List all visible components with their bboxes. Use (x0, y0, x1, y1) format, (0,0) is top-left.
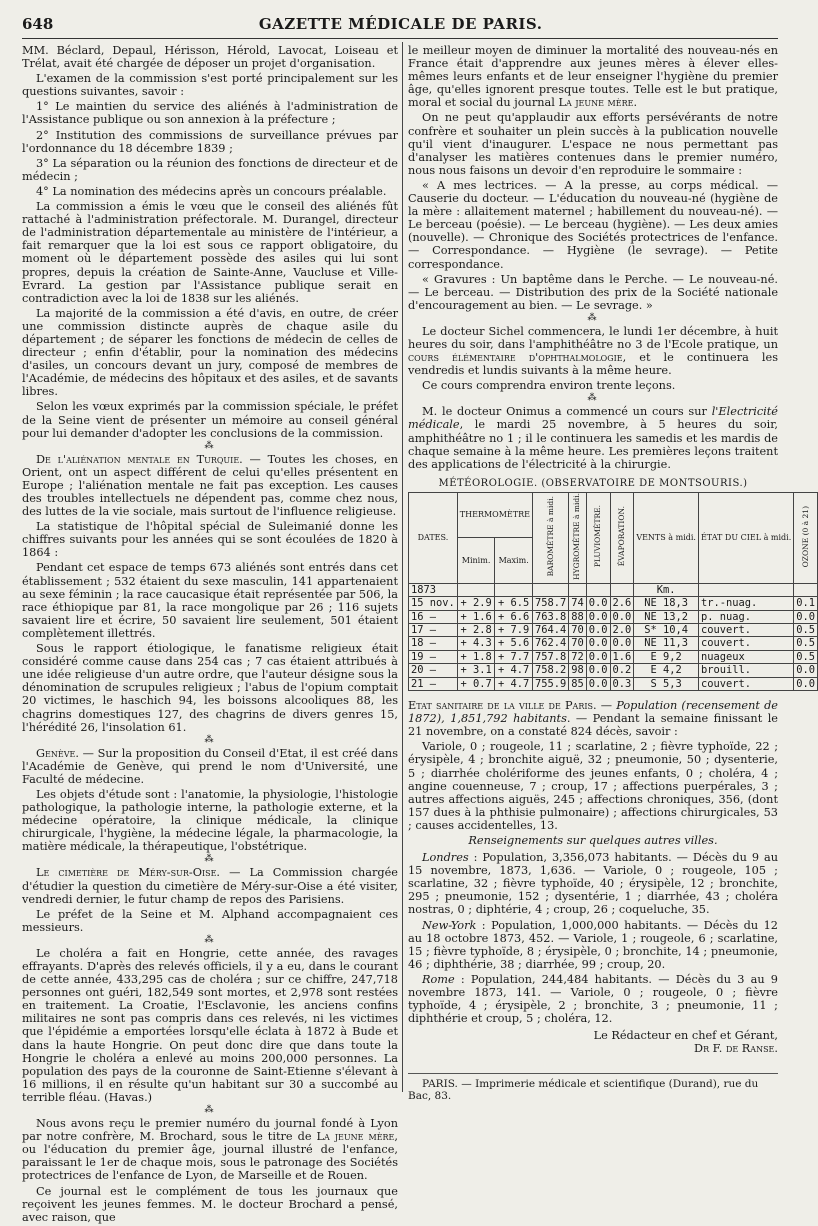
table-cell: + 1.8 (457, 650, 495, 663)
table-cell: + 4.7 (495, 677, 533, 690)
col-header-hygro: HYGROMÈTRE à midi. (572, 492, 582, 580)
paragraph: MM. Béclard, Depaul, Hérisson, Hérold, Lavocat, Loiseau et Trélat, avait été chargée de déposer un projet d'organisation. (22, 44, 398, 71)
table-cell: 21 — (409, 677, 458, 690)
table-cell: 0.2 (610, 664, 634, 677)
section-ornament: ⁂ (204, 854, 216, 865)
section-ornament: ⁂ (204, 1105, 216, 1116)
section-ornament: ⁂ (587, 393, 599, 404)
col-header-pluvio: PLUVIOMÈTRE. (593, 505, 603, 568)
course-topic: l'Electricité médicale (408, 405, 778, 432)
article-text: — La Commission chargée d'étudier la question du cimetière de Méry-sur-Oise a été visiter, vendredi dernier, le futur champ de repos des Parisiens. (22, 866, 398, 906)
table-cell: nuageux (698, 650, 793, 663)
article-heading: Genève. (36, 746, 79, 760)
col-header-vents: VENTS à midi. (634, 492, 699, 583)
article-heading: Le cimetière de Méry-sur-Oise. (36, 866, 221, 880)
table-cell: 18 — (409, 637, 458, 650)
table-cell: 0.5 (794, 637, 818, 650)
table-cell: 0.3 (610, 677, 634, 690)
city-rome: Rome : Population, 244,484 habitants. — Décès du 3 au 9 novembre 1873, 141. — Variole, 0 ; rougeole, 0 ; fièvre typhoïde, 4 ; érysipèle, 2 ; bronchite, 3 ; pneumonie, 11 ; diphthérie et croup, 5 ; choléra, 12. (408, 972, 778, 1026)
table-row (409, 610, 818, 623)
table-cell: 0.5 (794, 650, 818, 663)
table-cell: 0.1 (794, 597, 818, 610)
table-cell: 0.0 (586, 610, 610, 623)
table-cell: 72 (569, 650, 587, 663)
table-cell: E 9,2 (634, 650, 699, 663)
paragraph: La commission a émis le vœu que le conseil des aliénés fût rattaché à l'administration préfectorale. M. Durangel, directeur de l'administration départementale au ministère de l'intérieur, a fait remarquer que la loi est sous ce rapport obligatoire, du moment où le département possède des asiles qui lui sont propres, depuis la création de Sainte-Anne, Vaucluse et Ville-Evrard. La gestion par l'Assistance publique serait en contradiction avec la loi de 1838 sur les aliénés. (22, 200, 398, 305)
table-cell: 0.0 (586, 637, 610, 650)
paragraph: La majorité de la commission a été d'avis, en outre, de créer une commission distincte auprès de chaque asile du département ; de séparer les fonctions de médecin de celles de directeur ; enfin d'établir, pour la nomination des médecins d'asiles, un concours devant un jury, composé de membres de l'Académie, de médecins des hôpitaux et des asiles, et de savants libres. (22, 306, 398, 399)
table-cell: + 6.6 (495, 610, 533, 623)
table-cell: tr.-nuag. (698, 597, 793, 610)
table-cell: + 0.7 (457, 677, 495, 690)
journal-title: GAZETTE MÉDICALE DE PARIS. (258, 15, 543, 33)
article-cemetery (22, 866, 398, 905)
paragraph: Ce cours comprendra environ trente leçons. (422, 379, 676, 393)
article-paris-health: Etat sanitaire de la ville de Paris. — Population (recensement de 1872), 1,851,792 habitants. — Pendant la semaine finissant le 21 novembre, on a constaté 824 décès, savoir : (408, 699, 778, 739)
col-header-baro: BAROMÈTRE à midi. (545, 496, 555, 577)
table-cell: 0.0 (610, 637, 634, 650)
paragraph: 1° Le maintien du service des aliénés à l'administration de l'Assistance publique ou son annexion à la préfecture ; (22, 100, 398, 127)
table-cell: E 4,2 (634, 664, 699, 677)
table-row (409, 664, 818, 677)
article-text: — Toutes les choses, en Orient, ont un aspect différent de celui qu'elles présentent en Europe ; l'aliénation mentale ne fait pas exception. Les causes des troubles intellectuels ne dépendent pas, comme chez nous, des luttes de la vie sociale, mais surtout de l'influence religieuse. (22, 452, 398, 519)
table-cell: 88 (569, 610, 587, 623)
section-ornament: ⁂ (204, 440, 216, 451)
table-cell: + 5.6 (495, 637, 533, 650)
col-header-thermo: THERMOMÈTRE (457, 492, 532, 537)
table-cell: 755.9 (532, 677, 568, 690)
section-ornament: ⁂ (587, 312, 599, 323)
meteo-table (408, 492, 818, 691)
meteo-title: MÉTÉOROLOGIE. (OBSERVATOIRE DE MONTSOURIS.) (438, 477, 748, 489)
signature-name: Dr F. de Ranse. (694, 1042, 778, 1056)
paragraph: Ce journal est le complément de tous les journaux que reçoivent les jeunes femmes. M. le docteur Brochard a pensé, avec raison, que (22, 1184, 398, 1224)
table-cell: 0.0 (794, 610, 818, 623)
table-cell: 0.5 (794, 624, 818, 637)
article-heading: De l'aliénation mentale en Turquie. (36, 452, 243, 466)
article-onimus: M. le docteur Onimus a commencé un cours sur l'Electricité médicale, le mardi 25 novembre, à 5 heures du soir, amphithéâtre no 1 ; il le continuera les samedis et les mardis de chaque semaine à la même heure. Les premières leçons traitent des applications de l'électricité à la chirurgie. (408, 405, 778, 471)
column-divider (402, 42, 403, 1092)
table-cell: 0.0 (794, 664, 818, 677)
table-cell: 70 (569, 637, 587, 650)
table-cell: 17 — (409, 624, 458, 637)
population-note: Population (recensement de 1872), 1,851,792 habitants (408, 699, 778, 726)
article-turkey (22, 453, 398, 518)
table-cell: 20 — (409, 664, 458, 677)
table-cell: 2.6 (610, 597, 634, 610)
table-cell: couvert. (698, 637, 793, 650)
table-cell: + 4.7 (495, 664, 533, 677)
article-heading: Etat sanitaire de la ville de Paris. (408, 699, 597, 713)
journal-name: La jeune mère (558, 96, 634, 110)
unit-cell: Km. (634, 583, 699, 596)
table-cell: + 2.8 (457, 624, 495, 637)
table-cell: couvert. (698, 677, 793, 690)
table-cell: S 5,3 (634, 677, 699, 690)
table-cell: 757.8 (532, 650, 568, 663)
city-new-york: New-York : Population, 1,000,000 habitants. — Décès du 12 au 18 octobre 1873, 452. — Variole, 1 ; rougeole, 6 ; scarlatine, 15 ; fièvre typhoïde, 8 ; érysipèle, 0 ; bronchite, 14 ; pneumonie, 46 ; diphthérie, 38 ; diarrhée, 99 ; croup, 20. (408, 918, 778, 971)
table-cell: 74 (569, 597, 587, 610)
col-header-dates: DATES. (409, 492, 458, 583)
table-cell: 0.0 (586, 677, 610, 690)
paragraph: « A mes lectrices. — A la presse, au corps médical. — Causerie du docteur. — L'éducation du nouveau-né (hygiène de la mère : allaitement maternel ; habillement du nouveau-né). — Le berceau (poésie). — Le berceau (hygiène). — Les deux amies (nouvelle). — Chronique des Sociétés protectrices de l'enfance. — Correspondance. — Hygiène (le sevrage). — Petite correspondance. (408, 178, 778, 271)
table-cell: 1.6 (610, 650, 634, 663)
paragraph: Sous le rapport étiologique, le fanatisme religieux était considéré comme cause dans 254 cas ; 7 cas étaient attribués à une idée religieuse d'un autre ordre, que l'auteur désigne sous la dénomination de scrupules religieux ; l'abus de l'opium comptait 20 victimes, le haschich 94, les boissons alcooliques 88, les chagrins domestiques 127, des chagrins de divers genres 15, l'hérédité 26, l'insolation 61. (22, 642, 398, 734)
section-ornament: ⁂ (204, 934, 216, 945)
table-cell: 15 nov. (409, 597, 458, 610)
paragraph: La statistique de l'hôpital spécial de Suleimanié donne les chiffres suivants pour les années qui se sont écoulées de 1820 à 1864 : (22, 520, 398, 560)
paragraph: 2° Institution des commissions de surveillance prévues par l'ordonnance du 18 décembre 1839 ; (22, 128, 398, 155)
article-geneva (22, 747, 398, 786)
table-row (409, 637, 818, 650)
paragraph: le meilleur moyen de diminuer la mortalité des nouveau-nés en France était d'apprendre aux jeunes mères à élever elles-mêmes leurs enfants et de leur enseigner l'hygiène du premier âge, qu'elles ignorent presque toutes. Telle est le but pratique, moral et social du journal La jeune mère. (408, 44, 778, 110)
city-london: Londres : Population, 3,356,073 habitants. — Décès du 9 au 15 novembre, 1873, 1,636. — Variole, 0 ; rougeole, 105 ; scarlatine, 32 ; fièvre typhoïde, 40 ; érysipèle, 12 ; bronchite, 295 ; pneumonie, 152 ; dysentérie, 1 ; diarrhée, 43 ; choléra nostras, 0 ; diphtérie, 4 ; croup, 26 ; coqueluche, 35. (408, 851, 778, 917)
table-cell: + 6.5 (495, 597, 533, 610)
table-cell: 85 (569, 677, 587, 690)
table-cell: 762.4 (532, 637, 568, 650)
article-sichel: Le docteur Sichel commencera, le lundi 1er décembre, à huit heures du soir, dans l'amphithéâtre no 3 de l'Ecole pratique, un cours élémentaire d'ophthalmologie, et le continuera les vendredis et lundis suivants à la même heure. (408, 324, 778, 378)
article-text: — Sur la proposition du Conseil d'Etat, il est créé dans l'Académie de Genève, qui prend le nom d'Université, une Faculté de médecine. (22, 746, 398, 786)
col-header-evap: ÉVAPORATION. (616, 506, 626, 567)
paragraph: Les objets d'étude sont : l'anatomie, la physiologie, l'histologie pathologique, la pathologie interne, la pathologie externe, et la médecine opératoire, la clinique médicale, la clinique chirurgicale, l'hygiène, la médecine légale, la pharmacologie, la matière médicale, la thérapeutique, l'obstétrique. (22, 787, 398, 854)
table-row-units (409, 583, 818, 596)
journal-name: La jeune mère (316, 1130, 395, 1144)
table-cell: brouill. (698, 664, 793, 677)
table-cell: NE 13,2 (634, 610, 699, 623)
table-cell: 0.0 (586, 624, 610, 637)
paragraph: Selon les vœux exprimés par la commission spéciale, le préfet de la Seine vient de présenter un mémoire au conseil général pour lui demander d'adopter les conclusions de la commission. (22, 400, 398, 440)
table-cell: 763.8 (532, 610, 568, 623)
paragraph: 3° La séparation ou la réunion des fonctions de directeur et de médecin ; (22, 156, 398, 183)
table-cell: + 3.1 (457, 664, 495, 677)
imprint-line: PARIS. — Imprimerie médicale et scientifique (Durand), rue du Bac, 83. (408, 1073, 778, 1102)
table-cell: + 1.6 (457, 610, 495, 623)
paragraph: Le préfet de la Seine et M. Alphand accompagnaient ces messieurs. (22, 907, 398, 934)
table-cell: + 4.3 (457, 637, 495, 650)
table-cell: 764.4 (532, 624, 568, 637)
table-cell: 0.0 (586, 650, 610, 663)
right-column (408, 44, 816, 1060)
table-row (409, 650, 818, 663)
table-cell: 19 — (409, 650, 458, 663)
table-row (409, 597, 818, 610)
paragraph: L'examen de la commission s'est porté principalement sur les questions suivantes, savoir : (22, 72, 398, 99)
section-ornament: ⁂ (204, 734, 216, 745)
paragraph: Pendant cet espace de temps 673 aliénés sont entrés dans cet établissement ; 532 étaient du sexe masculin, 141 appartenaient au sexe féminin ; la race caucasique était représentée par 506, la race éthiopique par 81, la race mongolique par 26 ; 116 sujets savaient lire et écrire, 50 savaient lire seulement, 501 étaient complètement illettrés. (22, 561, 398, 640)
table-cell: 98 (569, 664, 587, 677)
table-cell: + 7.9 (495, 624, 533, 637)
col-header-ozone: OZONE (0 à 21) (800, 505, 810, 568)
col-header-min: Minim. (457, 538, 495, 583)
table-cell: couvert. (698, 624, 793, 637)
table-cell: 758.7 (532, 597, 568, 610)
table-row (409, 677, 818, 690)
signature-role: Le Rédacteur en chef et Gérant, (593, 1029, 778, 1043)
article-jeune-mere: Nous avons reçu le premier numéro du journal fondé à Lyon par notre confrère, M. Brochard, sous le titre de La jeune mère, ou l'éducation du premier âge, journal illustré de l'enfance, paraissant le 1er de chaque mois, sous le patronage des Sociétés protectrices de l'enfance de Lyon, de Marseille et de Rouen. (22, 1117, 398, 1183)
table-cell: 70 (569, 624, 587, 637)
table-row (409, 624, 818, 637)
left-column (22, 44, 398, 1226)
table-cell: 16 — (409, 610, 458, 623)
col-header-etat: ÉTAT DU CIEL à midi. (698, 492, 793, 583)
paragraph: 4° La nomination des médecins après un concours préalable. (36, 184, 387, 198)
table-cell: p. nuag. (698, 610, 793, 623)
table-cell: 0.0 (586, 597, 610, 610)
subheading: Renseignements sur quelques autres villes. (468, 834, 718, 847)
table-cell: 0.0 (586, 664, 610, 677)
table-cell: + 2.9 (457, 597, 495, 610)
article-cholera: Le choléra a fait en Hongrie, cette année, des ravages effrayants. D'après des relevés officiels, il y a eu, dans le courant de cette année, 433,295 cas de choléra ; sur ce chiffre, 247,718 personnes ont guéri, 182,549 sont mortes, et 2,978 sont restées en traitement. La Croatie, l'Esclavonie, les anciens confins militaires ne sont pas compris dans ces relevés, ni les victimes que l'épidémie a emportées lorsqu'elle éclata à 1872 à Bude et dans la haute Hongrie. On peut donc dire que dans toute la Hongrie le choléra a enlevé au moins 200,000 personnes. La population des pays de la couronne de Saint-Etienne s'élevant à 16 millions, il en résulte qu'un habitant sur 30 a succombé au terrible fléau. (Havas.) (22, 946, 398, 1104)
paragraph: « Gravures : Un baptême dans le Perche. — Le nouveau-né. — Le berceau. — Distribution des prix de la Société nationale d'encouragement au bien. — Le sevrage. » (408, 272, 778, 312)
page-header (22, 10, 778, 39)
table-cell: 0.0 (794, 677, 818, 690)
table-cell: 2.0 (610, 624, 634, 637)
course-title: cours élémentaire d'ophthalmologie (408, 351, 623, 365)
table-cell: S* 10,4 (634, 624, 699, 637)
table-cell: 758.2 (532, 664, 568, 677)
year-cell: 1873 (409, 583, 458, 596)
table-cell: NE 11,3 (634, 637, 699, 650)
paragraph: Variole, 0 ; rougeole, 11 ; scarlatine, 2 ; fièvre typhoïde, 22 ; érysipèle, 4 ; bronchite aiguë, 32 ; pneumonie, 50 ; dysenterie, 5 ; diarrhée cholériforme des jeunes enfants, 0 ; choléra, 4 ; angine couenneuse, 7 ; croup, 17 ; affections puerpérales, 3 ; autres affections aiguës, 245 ; affections chroniques, 356, (dont 157 dues à la phthisie pulmonaire) ; affections chirurgicales, 53 ; causes accidentelles, 13. (408, 740, 778, 832)
table-cell: 0.0 (610, 610, 634, 623)
page-number: 648 (22, 15, 54, 33)
paragraph: On ne peut qu'applaudir aux efforts persévérants de notre confrère et souhaiter un plein succès à la publication nouvelle qu'il vient d'inaugurer. L'espace ne nous permettant pas d'analyser les matières contenues dans le premier numéro, nous nous faisons un devoir d'en reproduire le sommaire : (408, 111, 778, 177)
table-cell: + 7.7 (495, 650, 533, 663)
table-cell: NE 18,3 (634, 597, 699, 610)
col-header-max: Maxim. (495, 538, 533, 583)
